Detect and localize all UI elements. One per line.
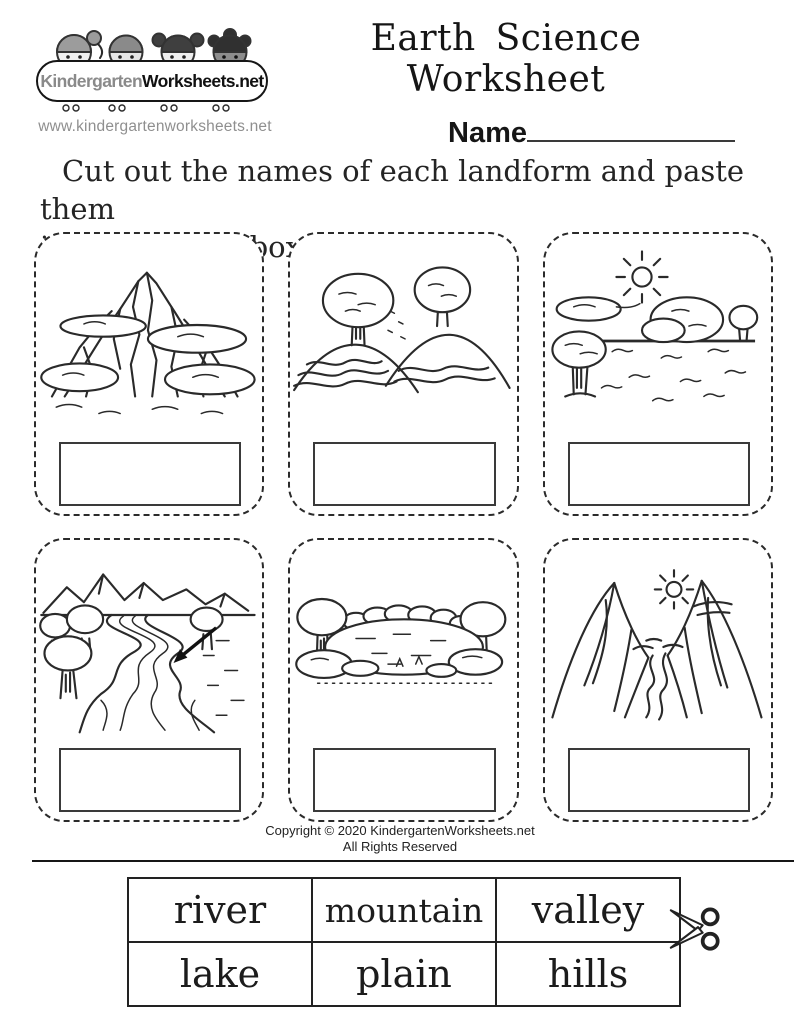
card-valley [543,538,773,822]
page-title: Earth Science Worksheet [370,18,642,100]
word-bank-row [128,878,680,942]
logo-wordmark [36,60,268,102]
answer-box-mountain [59,442,241,506]
mountain-illustration [37,238,261,444]
name-row [448,110,735,150]
logo-brand-black: Worksheets.net [142,70,264,91]
valley-illustration [546,544,770,750]
logo-brand-gray: Kindergarten [40,70,143,91]
hills-illustration [292,238,516,444]
word-cell-lake: lake [128,942,312,1006]
name-blank-line [527,110,735,142]
site-url: www.kindergartenworksheets.net [38,118,272,135]
scissors-icon [668,902,728,956]
brand-logo [36,14,272,120]
card-plain [543,232,773,516]
word-cell-plain: plain [312,942,496,1006]
card-lake [288,538,519,822]
answer-box-plain [568,442,750,506]
copyright [0,823,800,855]
word-cell-river: river [128,878,312,942]
copyright-line2: All Rights Reserved [342,839,458,854]
word-cell-mountain: mountain [312,878,496,942]
divider-line [32,860,794,862]
lake-illustration [292,544,516,750]
river-illustration [37,544,261,750]
card-hills [288,232,519,516]
name-label: Name [448,117,527,149]
answer-box-lake [313,748,496,812]
logo-feet-icon [36,102,264,116]
instructions-line1: Cut out the names of each landform and paste them [40,154,745,226]
answer-box-valley [568,748,750,812]
word-bank-table [127,877,681,1007]
word-cell-valley: valley [496,878,680,942]
copyright-line1: Copyright © 2020 KindergartenWorksheets.net [265,823,535,838]
word-bank-row [128,942,680,1006]
word-cell-hills: hills [496,942,680,1006]
answer-box-river [59,748,241,812]
card-mountain [34,232,264,516]
answer-box-hills [313,442,496,506]
landform-cards [34,232,773,822]
card-river [34,538,264,822]
plain-illustration [546,238,770,444]
